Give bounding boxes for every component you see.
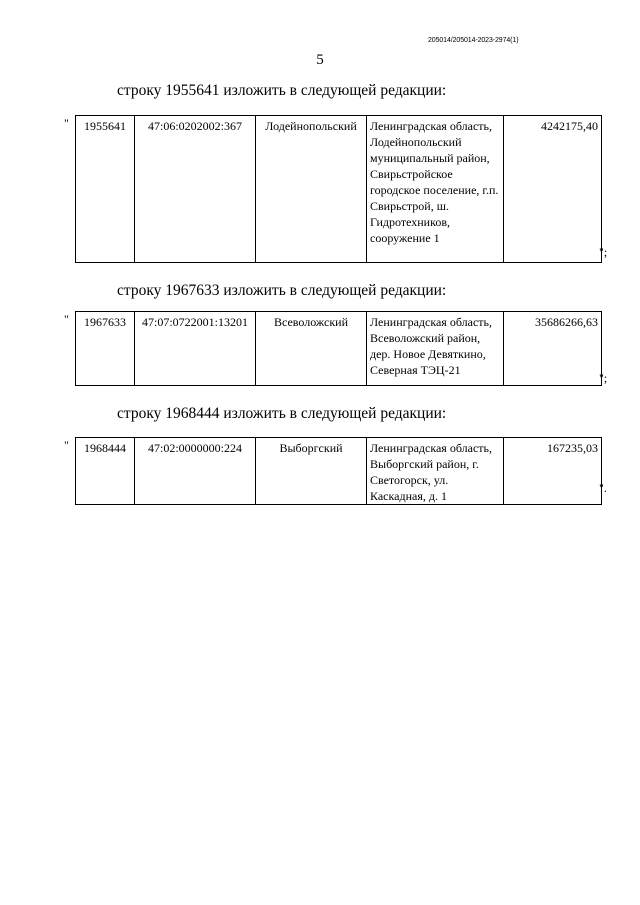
district-cell: Выборгский <box>256 438 367 505</box>
table-row <box>76 438 602 505</box>
close-quote: "; <box>599 245 608 259</box>
amendment-table <box>75 115 602 263</box>
document-id: 205014/205014-2023-2974(1) <box>428 37 519 44</box>
value-cell: 35686266,63 <box>504 312 602 386</box>
value-cell: 4242175,40 <box>504 116 602 263</box>
table-row <box>76 116 602 263</box>
row-id-cell: 1968444 <box>76 438 135 505</box>
open-quote: " <box>64 438 69 452</box>
cadastral-number-cell: 47:06:0202002:367 <box>135 116 256 263</box>
row-id-cell: 1955641 <box>76 116 135 263</box>
row-id-cell: 1967633 <box>76 312 135 386</box>
table-row <box>76 312 602 386</box>
district-cell: Всеволожский <box>256 312 367 386</box>
address-cell: Ленинградская область, Выборгский район, г. Светогорск, ул. Каскадная, д. 1 <box>367 438 504 505</box>
cadastral-number-cell: 47:02:0000000:224 <box>135 438 256 505</box>
close-quote: ". <box>599 481 607 495</box>
open-quote: " <box>64 116 69 130</box>
amendment-table <box>75 311 602 386</box>
page-number: 5 <box>316 52 324 68</box>
address-cell: Ленинградская область, Лодейнопольский муниципальный район, Свирьстройское городское поселение, г.п. Свирьстрой, ш. Гидротехников, сооружение 1 <box>367 116 504 263</box>
district-cell: Лодейнопольский <box>256 116 367 263</box>
value-cell: 167235,03 <box>504 438 602 505</box>
open-quote: " <box>64 312 69 326</box>
address-cell: Ленинградская область, Всеволожский район, дер. Новое Девяткино, Северная ТЭЦ-21 <box>367 312 504 386</box>
amendment-caption: строку 1968444 изложить в следующей редакции: <box>117 405 447 422</box>
close-quote: "; <box>599 371 608 385</box>
cadastral-number-cell: 47:07:0722001:13201 <box>135 312 256 386</box>
amendment-caption: строку 1955641 изложить в следующей редакции: <box>117 82 447 99</box>
amendment-caption: строку 1967633 изложить в следующей редакции: <box>117 282 447 299</box>
amendment-table <box>75 437 602 505</box>
